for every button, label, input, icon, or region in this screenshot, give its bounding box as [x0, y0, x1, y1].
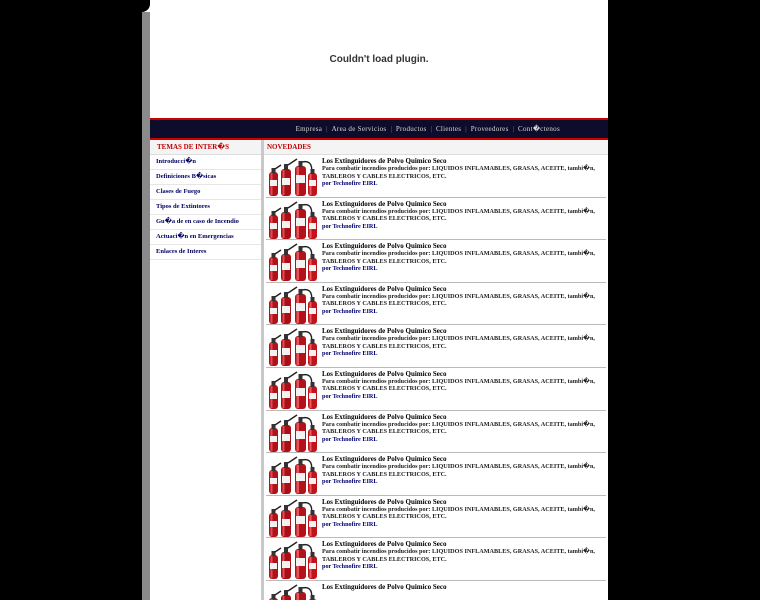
extinguisher-mid [281, 500, 297, 537]
news-author-line [322, 265, 604, 273]
sidebar-item-definiciones[interactable]: Definiciones B�sicas [150, 170, 261, 185]
extinguisher-mid [281, 372, 297, 409]
news-author-line [322, 478, 604, 486]
sidebar [150, 140, 261, 600]
extinguisher-image[interactable] [267, 582, 319, 600]
news-author-line [322, 308, 604, 316]
news-title[interactable]: Los Extinguidores de Polvo Quimico Seco [322, 242, 447, 251]
extinguisher-mid [281, 457, 297, 494]
extinguisher-image[interactable] [267, 284, 319, 326]
news-author-line [322, 180, 604, 188]
extinguisher-front [308, 169, 317, 196]
news-text [322, 285, 604, 316]
news-item [266, 496, 606, 539]
extinguisher-image[interactable] [267, 454, 319, 496]
news-author-link[interactable]: Technofire EIRL [332, 478, 378, 486]
news-text [322, 583, 604, 591]
extinguisher-mid [281, 202, 297, 239]
news-author-line [322, 350, 604, 358]
news-item [266, 155, 606, 198]
news-author-line [322, 436, 604, 444]
news-text [322, 157, 604, 188]
extinguisher-front [308, 467, 317, 494]
nav-empresa[interactable]: Empresa [295, 125, 323, 133]
extinguisher-left [269, 208, 281, 239]
news-text [322, 242, 604, 273]
sidebar-item-tipos-extintores[interactable]: Tipos de Extintores [150, 200, 261, 215]
plugin-error-message: Couldn't load plugin. [329, 53, 429, 65]
news-item [266, 368, 606, 411]
extinguisher-left [269, 378, 281, 409]
news-title[interactable]: Los Extinguidores de Polvo Quimico Seco [322, 412, 447, 421]
news-author-line [322, 521, 604, 529]
news-text [322, 540, 604, 571]
news-description: Para combatir incendios producidos por: LIQUIDOS INFLAMABLES, GRASAS, ACEITE, tambi�n, TABLEROS Y CABLES ELECTRICOS, ETC. [322, 207, 595, 223]
left-shadow [142, 12, 150, 600]
nav-area-servicios[interactable]: Area de Servicios [331, 125, 387, 133]
news-item [266, 198, 606, 241]
extinguisher-front [308, 212, 317, 239]
news-author-link[interactable]: Technofire EIRL [332, 222, 378, 230]
news-item [266, 325, 606, 368]
nav-separator: | [390, 125, 392, 133]
extinguisher-left [269, 463, 281, 494]
extinguisher-image[interactable] [267, 241, 319, 283]
nav-separator: | [512, 125, 515, 133]
nav-separator: | [326, 125, 328, 133]
news-description: Para combatir incendios producidos por: LIQUIDOS INFLAMABLES, GRASAS, ACEITE, tambi�n, TABLEROS Y CABLES ELECTRICOS, ETC. [322, 165, 595, 180]
extinguisher-mid [281, 329, 297, 366]
news-author-prefix: por [322, 265, 332, 273]
extinguisher-left [269, 250, 281, 281]
news-author-link[interactable]: Technofire EIRL [332, 265, 378, 273]
news-item [266, 538, 606, 581]
extinguisher-image[interactable] [267, 326, 319, 368]
extinguisher-mid [281, 287, 297, 324]
news-author-prefix: por [322, 435, 332, 443]
sidebar-title: TEMAS DE INTER�S [150, 140, 261, 155]
news-title[interactable]: Los Extinguidores de Polvo Quimico Seco [322, 540, 447, 549]
nav-productos[interactable]: Productos [395, 125, 427, 133]
extinguisher-image[interactable] [267, 199, 319, 241]
extinguisher-image[interactable] [267, 539, 319, 581]
nav-contactenos[interactable]: Cont�ctenos [518, 125, 560, 133]
news-author-link[interactable]: Technofire EIRL [332, 563, 378, 571]
news-description: Para combatir incendios producidos por: LIQUIDOS INFLAMABLES, GRASAS, ACEITE, tambi�n, TABLEROS Y CABLES ELECTRICOS, ETC. [322, 292, 595, 308]
news-author-line [322, 223, 604, 231]
extinguisher-front [308, 382, 317, 409]
extinguisher-right [295, 587, 312, 600]
news-description: Para combatir incendios producidos por: LIQUIDOS INFLAMABLES, GRASAS, ACEITE, tambi�n, TABLEROS Y CABLES ELECTRICOS, ETC. [322, 250, 595, 265]
news-author-link[interactable]: Technofire EIRL [332, 392, 378, 400]
sidebar-item-emergencias[interactable]: Actuaci�n en Emergencias [150, 230, 261, 245]
news-author-link[interactable]: Technofire EIRL [332, 350, 378, 358]
news-item [266, 411, 606, 454]
news-title[interactable]: Los Extinguidores de Polvo Quimico Seco [322, 327, 447, 336]
sidebar-item-introduccion[interactable]: Introducci�n [150, 155, 261, 170]
news-description: Para combatir incendios producidos por: LIQUIDOS INFLAMABLES, GRASAS, ACEITE, tambi�n, TABLEROS Y CABLES ELECTRICOS, ETC. [322, 420, 595, 436]
news-description: Para combatir incendios producidos por: LIQUIDOS INFLAMABLES, GRASAS, ACEITE, tambi�n, TABLEROS Y CABLES ELECTRICOS, ETC. [322, 548, 595, 563]
extinguisher-left [269, 591, 281, 600]
news-item [266, 581, 606, 600]
news-author-line [322, 563, 604, 571]
news-title[interactable]: Los Extinguidores de Polvo Quimico Seco [322, 455, 447, 464]
extinguisher-left [269, 421, 281, 452]
sidebar-item-guia-incendio[interactable]: Gu�a de en caso de Incendio [150, 215, 261, 230]
extinguisher-front [308, 339, 317, 366]
sidebar-item-clases-fuego[interactable]: Clases de Fuego [150, 185, 261, 200]
news-author-link[interactable]: Technofire EIRL [332, 180, 378, 187]
news-text [322, 370, 604, 401]
news-description: Para combatir incendios producidos por: LIQUIDOS INFLAMABLES, GRASAS, ACEITE, tambi�n, TABLEROS Y CABLES ELECTRICOS, ETC. [322, 377, 595, 393]
news-item [266, 453, 606, 496]
news-author-prefix: por [322, 478, 332, 486]
sidebar-item-enlaces[interactable]: Enlaces de Interes [150, 245, 261, 260]
news-author-link[interactable]: Technofire EIRL [332, 520, 378, 528]
extinguisher-front [308, 425, 317, 452]
news-author-prefix: por [322, 392, 332, 400]
news-author-link[interactable]: Technofire EIRL [332, 435, 378, 443]
extinguisher-image[interactable] [267, 156, 319, 198]
extinguisher-mid [281, 415, 297, 452]
main-content [264, 140, 608, 600]
extinguisher-front [308, 510, 317, 537]
extinguisher-mid [281, 244, 297, 281]
extinguisher-mid [281, 159, 297, 196]
nav-clientes[interactable]: Clientes [435, 125, 462, 133]
news-author-prefix: por [322, 520, 332, 528]
news-author-link[interactable]: Technofire EIRL [332, 307, 378, 315]
nav-separator: | [430, 125, 432, 133]
news-text [322, 498, 604, 529]
news-description: Para combatir incendios producidos por: LIQUIDOS INFLAMABLES, GRASAS, ACEITE, tambi�n, TABLEROS Y CABLES ELECTRICOS, ETC. [322, 335, 595, 350]
extinguisher-image[interactable] [267, 497, 319, 539]
news-item [266, 283, 606, 326]
extinguisher-front [308, 552, 317, 579]
news-text [322, 200, 604, 231]
news-description: Para combatir incendios producidos por: LIQUIDOS INFLAMABLES, GRASAS, ACEITE, tambi�n, TABLEROS Y CABLES ELECTRICOS, ETC. [322, 505, 595, 521]
extinguisher-mid [281, 585, 297, 600]
extinguisher-left [269, 293, 281, 324]
news-author-line [322, 393, 604, 401]
nav-separator: | [465, 125, 467, 133]
extinguisher-front [308, 297, 317, 324]
extinguisher-left [269, 548, 281, 579]
news-list [264, 155, 608, 600]
news-title[interactable]: Los Extinguidores de Polvo Quimico Seco [322, 497, 447, 506]
top-nav [150, 118, 608, 140]
extinguisher-left [269, 506, 281, 537]
plugin-area [150, 0, 608, 118]
news-author-prefix: por [322, 307, 332, 315]
news-author-prefix: por [322, 350, 332, 358]
news-text [322, 327, 604, 358]
news-title[interactable]: Los Extinguidores de Polvo Quimico Seco [322, 582, 447, 591]
nav-proveedores[interactable]: Proveedores [470, 125, 509, 133]
extinguisher-front [308, 254, 317, 281]
extinguisher-left [269, 165, 281, 196]
news-title[interactable]: Los Extinguidores de Polvo Quimico Seco [322, 157, 447, 165]
main-title: NOVEDADES [264, 140, 608, 155]
news-author-prefix: por [322, 563, 332, 571]
news-author-prefix: por [322, 180, 332, 187]
news-title[interactable]: Los Extinguidores de Polvo Quimico Seco [322, 369, 447, 378]
news-author-prefix: por [322, 222, 332, 230]
news-title[interactable]: Los Extinguidores de Polvo Quimico Seco [322, 199, 447, 208]
news-item [266, 240, 606, 283]
extinguisher-image[interactable] [267, 412, 319, 454]
extinguisher-mid [281, 542, 297, 579]
news-title[interactable]: Los Extinguidores de Polvo Quimico Seco [322, 284, 447, 293]
news-description: Para combatir incendios producidos por: LIQUIDOS INFLAMABLES, GRASAS, ACEITE, tambi�n, TABLEROS Y CABLES ELECTRICOS, ETC. [322, 463, 595, 478]
extinguisher-left [269, 335, 281, 366]
extinguisher-front [308, 595, 317, 600]
news-text [322, 455, 604, 486]
extinguisher-image[interactable] [267, 369, 319, 411]
news-text [322, 413, 604, 444]
